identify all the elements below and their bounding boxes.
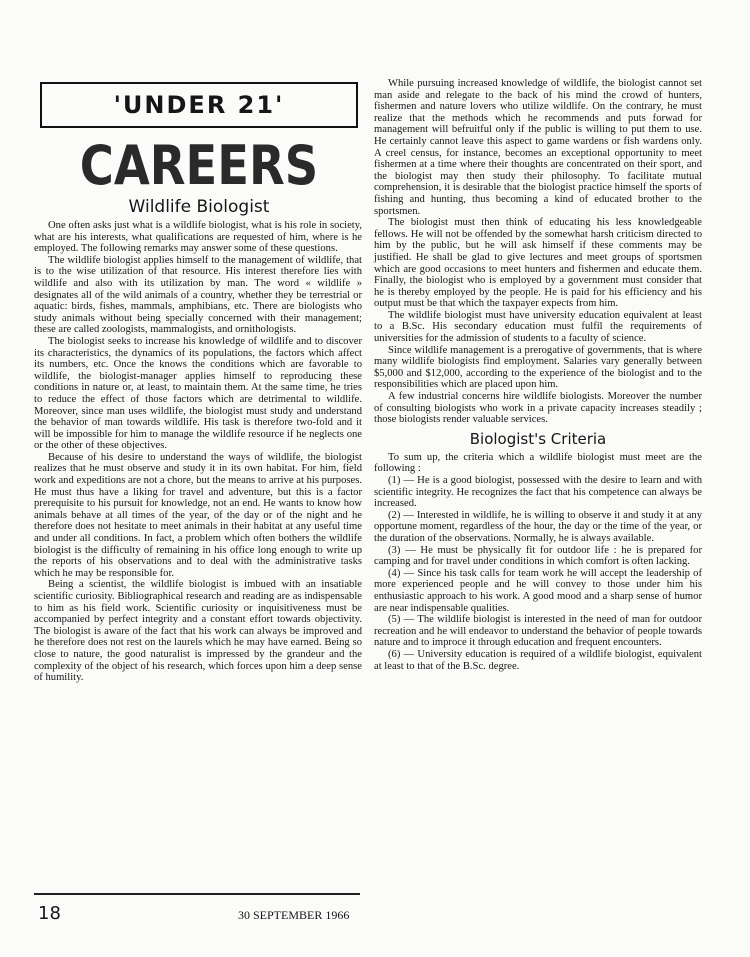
under-21-box <box>40 82 358 128</box>
criteria-item: (1) — He is a good biologist, possessed with the desire to learn and with scientific integrity. He recognizes the fact that his competence can always be increased. <box>374 475 702 510</box>
issue-date: 30 SEPTEMBER 1966 <box>238 908 350 922</box>
paragraph: The wildlife biologist must have university education equivalent at least to a B.Sc. His secondary education must fulfil the requirements of universities for the admission of students to a faculty of science. <box>374 309 702 345</box>
criteria-item: (2) — Interested in wildlife, he is willing to observe it and study it at any opportune moment, regardless of the hour, the day or the time of the year, or the duration of the observations. Normally, he is always available. <box>374 509 702 544</box>
right-body <box>374 78 702 672</box>
paragraph: Because of his desire to understand the ways of wildlife, the biologist realizes that he must observe and study it in its own habitat. For him, field work and expeditions are not a chore, but the means to arrive at his purposes. He must thus have a liking for travel and adventure, but this is a factor prerequisite to his pursuit for knowledge, not an end. He wants to know how animals behave at all times of the year, of the day or of the night and he therefore does not hesitate to meet animals in their habitat at any useful time and under all conditions. In fact, a problem which often bothers the wildlife biologist is the difficulty of remaining in his office long enough to write up the reports of his observations and to deal with the administrative tasks which he may be responsible for. <box>34 451 362 579</box>
criteria-item: (5) — The wildlife biologist is interested in the need of man for outdoor recreation and he will endeavor to understand the behavior of people towards nature and to improce it through education and frequent encounters. <box>374 614 702 649</box>
footer-rule <box>34 893 360 895</box>
criteria-item: (6) — University education is required of a wildlife biologist, equivalent at least to that of the B.Sc. degree. <box>374 648 702 672</box>
paragraph: Being a scientist, the wildlife biologist is imbued with an insatiable scientific curiosity. Bibliographical research and reading are as indispensable to him as his field work. Scientific curiosity or inquisitiveness must be accompanied by perfect integrity and a constant effort towards objectivity. The biologist is aware of the fact that his work can always be improved and he therefore does not rest on the laurels which he may have earned. Being so close to nature, the good naturalist is impressed by the grandeur and the complexity of the object of his research, which forces upon him a deep sense of humility. <box>34 579 362 684</box>
criteria-item: (3) — He must be physically fit for outdoor life : he is prepared for camping and for travel under conditions in which comfort is often lacking. <box>374 544 702 568</box>
paragraph: To sum up, the criteria which a wildlife biologist must meet are the following : <box>374 451 702 475</box>
paragraph: The biologist seeks to increase his knowledge of wildlife and to discover its characteristics, the dynamics of its populations, the factors which affect its numbers, etc. Once the knows the conditions which are favorable to wildlife, the biologist-manager applies himself to reproducing these conditions in nature or, at least, to maintain them. At the same time, he tries to reduce the effect of those factors which are detrimental to wildlife. Moreover, since man uses wildlife, the biologist must study and understand the behavior of man towards wildlife. His task is therefore two-fold and it will be impossible for him to manage the wildlife resource if he neglects one or the other of these objectives. <box>34 335 362 452</box>
criteria-item: (4) — Since his task calls for team work he will accept the leadership of more experienced people and he will convey to those under him his enthusiastic approach to his work. A good mood and a sharp sense of humor are near indispensable qualities. <box>374 567 702 614</box>
paragraph: While pursuing increased knowledge of wildlife, the biologist cannot set man aside and relegate to the back of his mind the crowd of hunters, fishermen and nature lovers who utilize wildlife. On the contrary, he must realize that the methods which he recommends and puts forwad for management will befruitful only if the public is willing to put them to use. He certainly cannot leave this aspect to game wardens or fish wardens only. A creel census, for instance, becomes an exceptional opportunity to meet fishermen at a time where their thoughts are concentrated on their sport, and the biologist may then study their philosophy. To facilitate mutual comprehension, it is desirable that the biologist practice himself the sports of fishing and hunting, thus becoming a kind of educated brother to the sportsmen. <box>374 78 702 217</box>
left-body <box>34 220 362 684</box>
under-21-title: 'UNDER 21' <box>113 91 285 119</box>
page-number: 18 <box>38 903 61 924</box>
paragraph: The wildlife biologist applies himself to the management of wildlife, that is to the wise utilization of that resource. His interest therefore lies with wildlife and also with its utilization by man. The word « wildlife » designates all of the wild animals of a country, whether they be terrestrial or aquatic: birds, fishes, mammals, amphibians, etc. There are biologists who study animals without being specially concerned with their management; these are called zoologists, mammalogists, and ornithologists. <box>34 254 362 336</box>
careers-title: CAREERS <box>79 134 319 197</box>
article-subtitle: Wildlife Biologist <box>128 197 270 217</box>
criteria-heading: Biologist's Criteria <box>469 429 607 448</box>
paragraph: A few industrial concerns hire wildlife biologists. Moreover the number of consulting biologists who work in a private capacity increases steadily ; those biologists render valuable services. <box>374 391 702 426</box>
paragraph: One often asks just what is a wildlife biologist, what is his role in society, what are his interests, what qualifications are requested of him, where is he employed. The following remarks may answer some of these questions. <box>34 220 362 255</box>
paragraph: Since wildlife management is a prerogative of governments, that is where many wildlife biologists find employment. Salaries vary generally between $5,000 and $12,000, according to the experience of the biologist and to the responsibilities which are placed upon him. <box>374 344 702 391</box>
paragraph: The biologist must then think of educating his less knowledgeable fellows. He will not be offended by the somewhat harsh criticism directed to him by the public, but he will ask himself if these comments may be justified. He shall be glad to give lectures and meet groups of sportsmen which are good occasions to meet hunters and fishermen and educate them. Finally, the biologist who is employed by a government must consider that he is thereby employed by the people. He is paid for his efficiency and his output must be that which the taxpayer expects from him. <box>374 217 702 310</box>
